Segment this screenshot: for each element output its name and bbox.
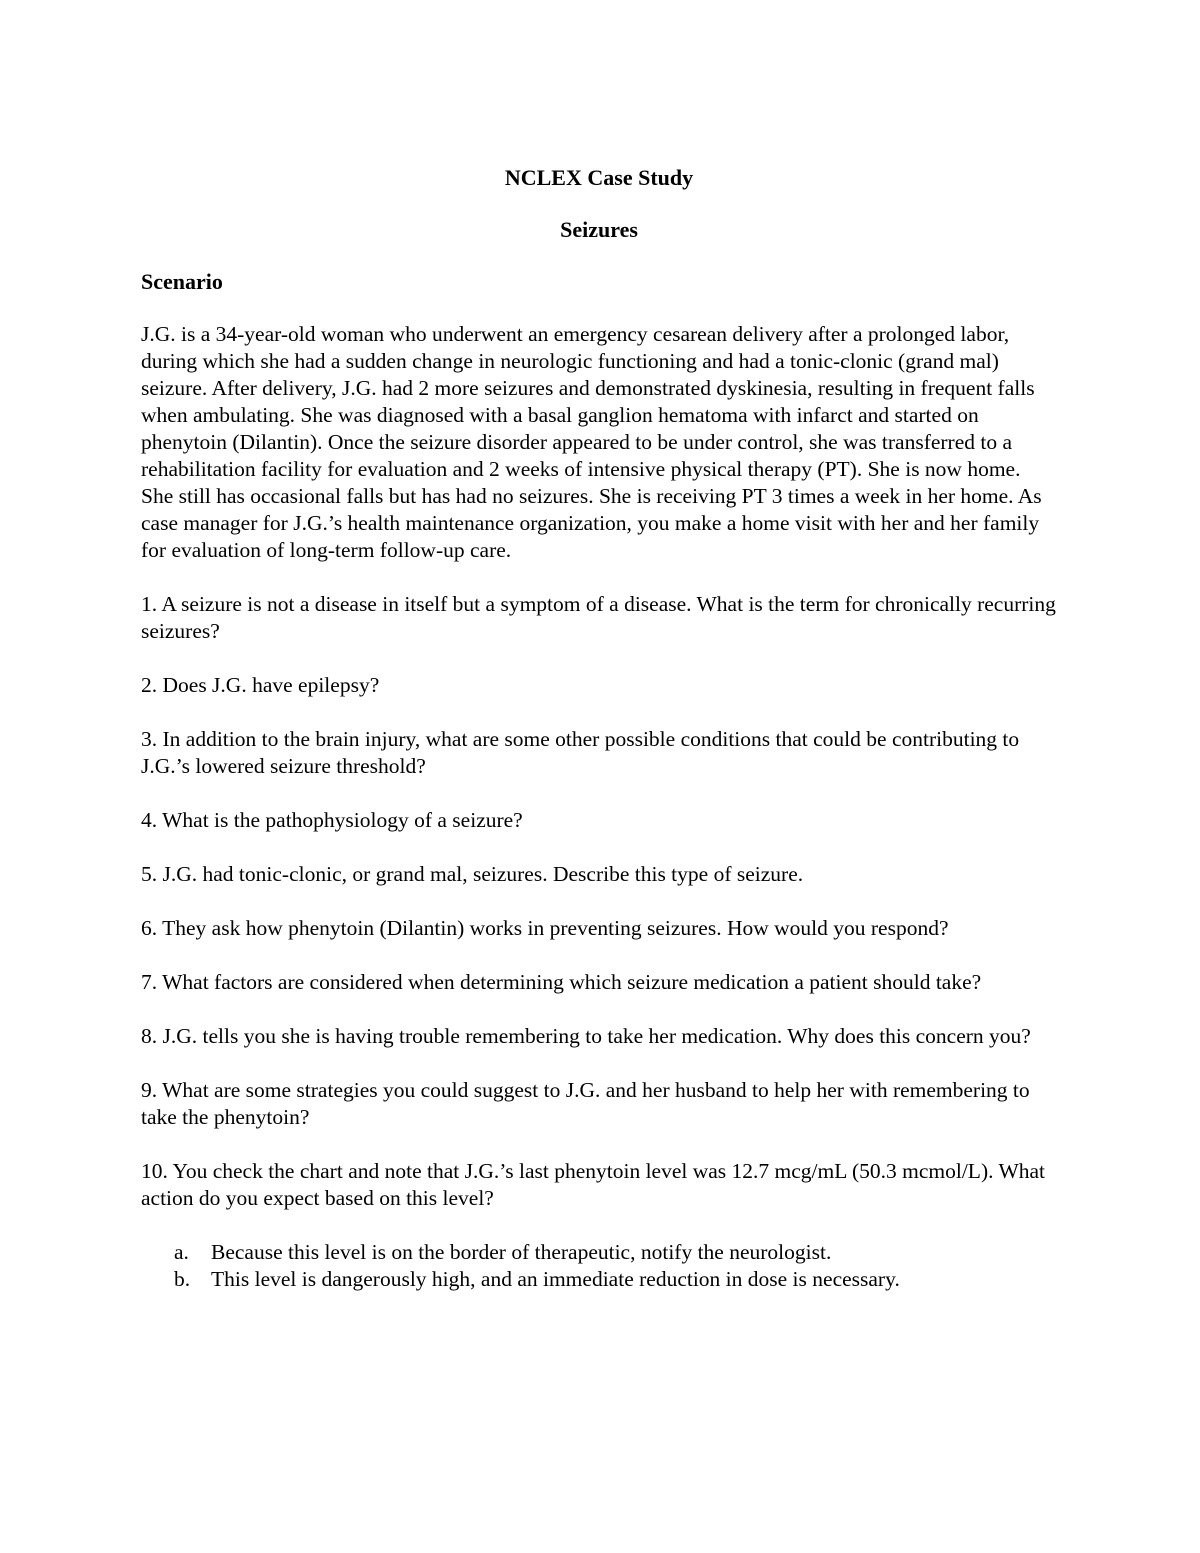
answer-options	[141, 1239, 1057, 1293]
page-title: NCLEX Case Study	[504, 165, 694, 190]
document-body	[141, 163, 1057, 1293]
question-7: 7. What factors are considered when determining which seizure medication a patient should take?	[141, 970, 982, 994]
question-10: 10. You check the chart and note that J.G.’s last phenytoin level was 12.7 mcg/mL (50.3 mcmol/L). What action do you expect based on this level?	[141, 1159, 1046, 1210]
option-letter: b.	[174, 1267, 191, 1291]
question-6: 6. They ask how phenytoin (Dilantin) works in preventing seizures. How would you respond?	[141, 916, 949, 940]
answer-option-a	[141, 1239, 1057, 1266]
question-9: 9. What are some strategies you could suggest to J.G. and her husband to help her with remembering to take the phenytoin?	[141, 1078, 1030, 1129]
option-text: This level is dangerously high, and an immediate reduction in dose is necessary.	[211, 1267, 900, 1291]
scenario-paragraph: J.G. is a 34-year-old woman who underwent an emergency cesarean delivery after a prolonged labor, during which she had a sudden change in neurologic functioning and had a tonic-clonic (grand mal) seizure. After delivery, J.G. had 2 more seizures and demonstrated dyskinesia, resulting in frequent falls when ambulating. She was diagnosed with a basal ganglion hematoma with infarct and started on phenytoin (Dilantin). Once the seizure disorder appeared to be under control, she was transferred to a rehabilitation facility for evaluation and 2 weeks of intensive physical therapy (PT). She is now home. She still has occasional falls but has had no seizures. She is receiving PT 3 times a week in her home. As case manager for J.G.’s health maintenance organization, you make a home visit with her and her family for evaluation of long-term follow-up care.	[141, 322, 1042, 562]
question-3: 3. In addition to the brain injury, what are some other possible conditions that could be contributing to J.G.’s lowered seizure threshold?	[141, 727, 1020, 778]
question-1: 1. A seizure is not a disease in itself but a symptom of a disease. What is the term for chronically recurring seizures?	[141, 592, 1056, 643]
question-4: 4. What is the pathophysiology of a seizure?	[141, 808, 523, 832]
page-subtitle: Seizures	[560, 217, 638, 242]
section-heading-scenario: Scenario	[141, 269, 223, 294]
answer-option-b	[141, 1266, 1057, 1293]
question-5: 5. J.G. had tonic-clonic, or grand mal, seizures. Describe this type of seizure.	[141, 862, 804, 886]
question-2: 2. Does J.G. have epilepsy?	[141, 673, 380, 697]
option-text: Because this level is on the border of therapeutic, notify the neurologist.	[211, 1240, 832, 1264]
question-8: 8. J.G. tells you she is having trouble remembering to take her medication. Why does this concern you?	[141, 1024, 1031, 1048]
option-letter: a.	[174, 1240, 189, 1264]
